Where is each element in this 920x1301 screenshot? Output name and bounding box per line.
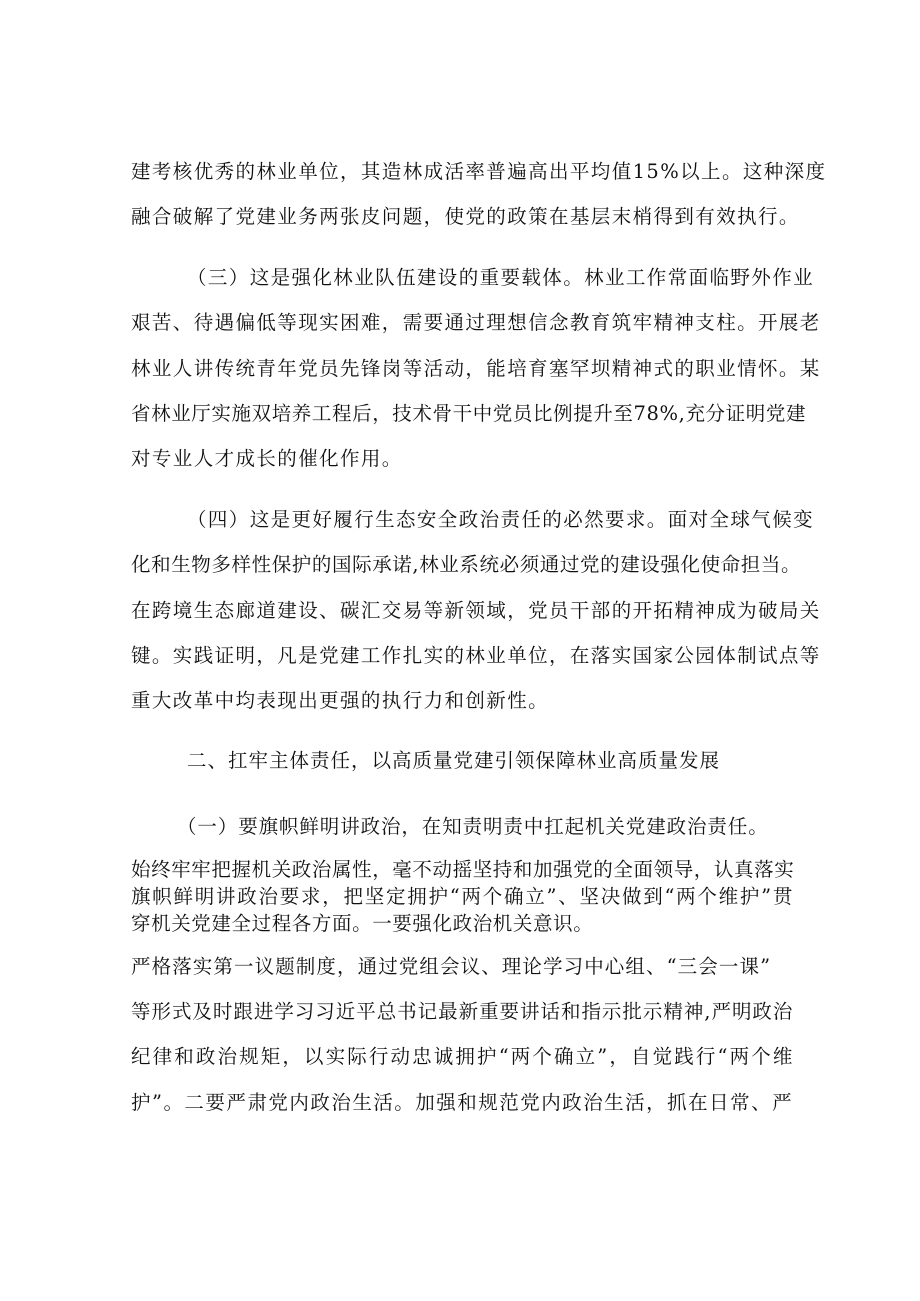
section-heading: 二、扛牢主体责任，以高质量党建引领保障林业高质量发展 [187,749,721,772]
paragraph-line: 重大改革中均表现出更强的执行力和创新性。 [131,689,550,712]
paragraph-line: 化和生物多样性保护的国际承诺,林业系统必须通过党的建设强化使命担当。 [131,553,802,576]
paragraph-line: 护”。二要严肃党内政治生活。加强和规范党内政治生活，抓在日常、严 [131,1091,793,1114]
paragraph-line: 艰苦、待遇偏低等现实困难，需要通过理想信念教育筑牢精神支柱。开展老 [131,311,821,334]
paragraph-line: 省林业厅实施双培养工程后，技术骨干中党员比例提升至78%,充分证明党建 [131,402,807,425]
paragraph-line: 始终牢牢把握机关政治属性，毫不动摇坚持和加强党的全面领导，认真落实 [131,858,795,881]
paragraph-line: 对专业人才成长的催化作用。 [131,447,403,470]
paragraph-line: 穿机关党建全过程各方面。一要强化政治机关意识。 [131,912,594,935]
subsection-heading: （一）要旗帜鲜明讲政治，在知责明责中扛起机关党建政治责任。 [177,815,769,838]
paragraph-line: 融合破解了党建业务两张皮问题，使党的政策在基层末梢得到有效执行。 [131,205,800,228]
paragraph-line: 严格落实第一议题制度，通过党组会议、理论学习中心组、“三会一课” [131,955,772,978]
paragraph-line: 等形式及时跟进学习习近平总书记最新重要讲话和指示批示精神,严明政治 [131,1000,793,1023]
paragraph-line: （四）这是更好履行生态安全政治责任的必然要求。面对全球气候变 [187,508,815,531]
paragraph-line: （三）这是强化林业队伍建设的重要载体。林业工作常面临野外作业 [187,266,815,289]
paragraph-line: 林业人讲传统青年党员先锋岗等活动，能培育塞罕坝精神式的职业情怀。某 [131,357,821,380]
paragraph-line: 建考核优秀的林业单位，其造林成活率普遍高出平均值15%以上。这种深度 [131,160,827,183]
paragraph-line: 旗帜鲜明讲政治要求，把坚定拥护“两个确立”、坚决做到“两个维护”贯 [131,885,793,908]
paragraph-line: 在跨境生态廊道建设、碳汇交易等新领域，党员干部的开拓精神成为破局关 [131,599,821,622]
paragraph-line: 键。实践证明，凡是党建工作扎实的林业单位，在落实国家公园体制试点等 [131,644,821,667]
paragraph-line: 纪律和政治规矩，以实际行动忠诚拥护“两个确立”，自觉践行“两个维 [131,1045,793,1068]
